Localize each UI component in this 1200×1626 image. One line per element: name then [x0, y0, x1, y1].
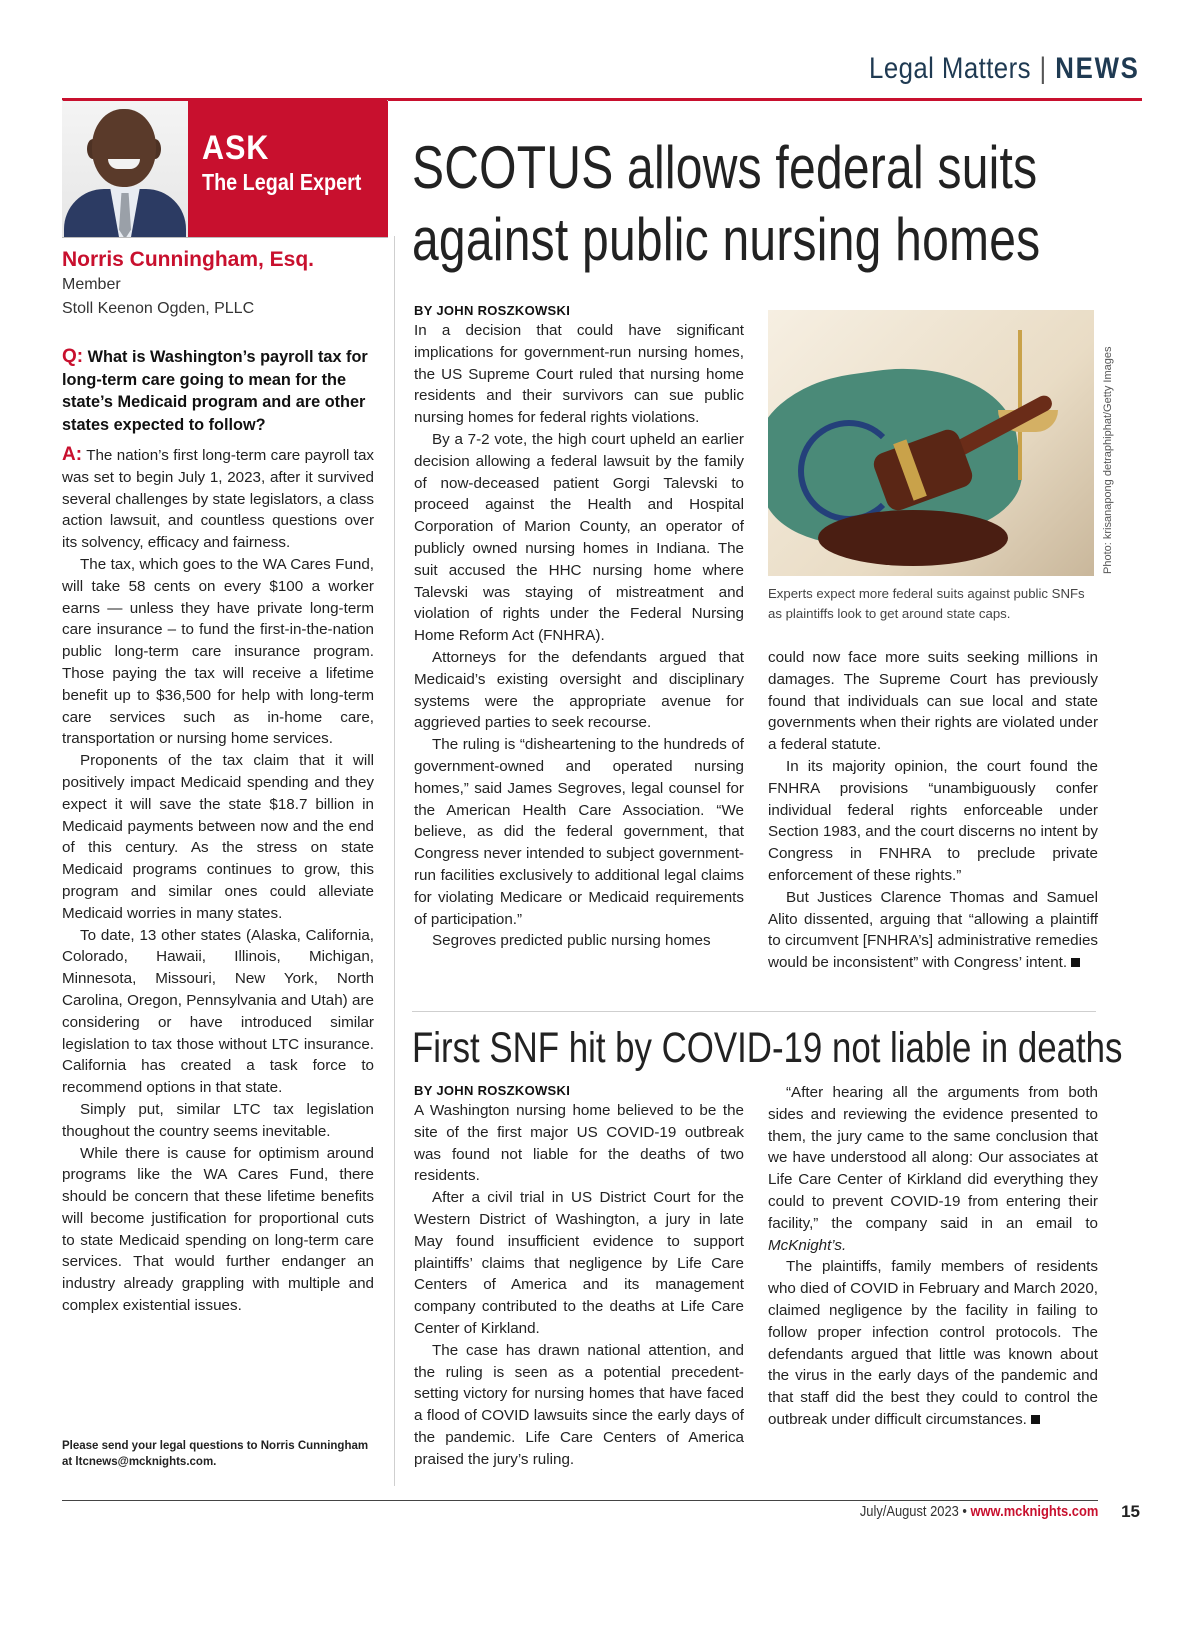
ask-subtitle: The Legal Expert — [202, 169, 362, 195]
article2-paragraph-last — [768, 1256, 1098, 1430]
issue-date: July/August 2023 — [859, 1503, 959, 1520]
article2-paragraph: A Washington nursing home believed to be the site of the first major US COVID-19 outbreak was found not liable for the deaths of two residents. — [414, 1102, 744, 1185]
expert-role: Member — [62, 276, 121, 293]
question-text: What is Washington’s payroll tax for long-term care going to mean for the state’s Medicaid program and are other states expected to follow? — [62, 348, 368, 434]
folio: July/August 2023 • www.mcknights.com — [859, 1503, 1098, 1520]
ask-banner — [188, 101, 388, 237]
publication-name: McKnight’s. — [768, 1236, 847, 1254]
article1-paragraph: By a 7-2 vote, the high court upheld an earlier decision allowing a federal lawsuit by the family of now-deceased patient Gorgi Talevski to proceed against the Health and Hospital Corporation of Marion County, an operator of publicly owned nursing homes in Indiana. The suit accused the HHC nursing home where Talevski was staying of mistreatment and violation of rights under the Federal Nursing Home Reform Act (FNHRA). — [414, 430, 744, 645]
gavel-photo — [768, 310, 1094, 576]
article1-paragraph: The ruling is “disheartening to the hundreds of government-owned and operated nursing homes,” said James Segroves, legal counsel for the American Health Care Association. “We believe, as did the federal government, that Congress never intended to subject government-run facilities exclusively to additional legal claims for violating Medicare or Medicaid requirements of participation.” — [414, 736, 744, 928]
article2-headline: First SNF hit by COVID-19 not liable in deaths — [412, 1024, 1123, 1072]
article-divider — [412, 1011, 1096, 1012]
article2-col1 — [414, 1100, 744, 1471]
answer-first-text: The nation’s first long-term care payroll tax was set to begin July 1, 2023, after it survived several challenges by state legislators, a class action lawsuit, and countless questions over its solvency, efficacy and fairness. — [62, 447, 375, 552]
answer-paragraph: Proponents of the tax claim that it will positively impact Medicaid spending and they expect it will save the state $18.7 billion in Medicaid payments between now and the end of this century. As the stress on state Medicaid programs continues to grow, this program and similar ones could alleviate Medicaid worries in many states. — [62, 752, 374, 922]
photo-caption: Experts expect more federal suits against public SNFs as plaintiffs look to get around state caps. — [768, 586, 1085, 621]
answer-first — [62, 444, 374, 554]
article1-paragraph: In its majority opinion, the court found the FNHRA provisions “unambiguously confer individual federal rights enforceable under Section 1983, and the court discerns no intent by Congress in FNHRA to preclude private enforcement of these rights.” — [768, 757, 1098, 884]
section-tag: NEWS — [1055, 52, 1140, 85]
page-number: 15 — [1121, 1502, 1140, 1521]
end-mark-icon — [1071, 958, 1080, 967]
article2-quote-text: “After hearing all the arguments from both sides and reviewing the evidence presented to them, the jury came to the same conclusion that we have understood all along: Our associates at Life Care Center of Kirkland did everything they could to prevent COVID-19 from entering their facility,” the company said in an email to — [768, 1084, 1098, 1232]
section-header — [869, 52, 1140, 86]
article1-paragraph-last — [768, 887, 1098, 974]
article1-headline-line1: SCOTUS allows federal suits — [412, 134, 1038, 201]
answer-paragraph: The tax, which goes to the WA Cares Fund, will take 58 cents on every $100 a worker earns — unless they have private long-term care insurance – to fund the first-in-the-nation public long-term care insurance program. Those paying the tax will receive a lifetime benefit up to $36,500 for help with long-term care services such as in-home care, transportation or nursing home services. — [62, 555, 374, 748]
article2-col2 — [768, 1082, 1098, 1431]
a-mark: A: — [62, 444, 83, 465]
qa-column — [62, 346, 374, 1317]
article1-paragraph: could now face more suits seeking millions in damages. The Supreme Court has previously found that individuals can sue local and state governments when their rights are violated under a federal statute. — [768, 649, 1098, 754]
expert-name: Norris Cunningham, Esq. — [62, 248, 315, 271]
article1-paragraph: In a decision that could have significant implications for government-run nursing homes, the US Supreme Court ruled that nursing home residents and their survivors can sue public nursing homes for federal rights violations. — [414, 322, 744, 427]
article2-byline: BY JOHN ROSZKOWSKI — [414, 1083, 571, 1098]
article1-last-text: But Justices Clarence Thomas and Samuel Alito dissented, arguing that “allowing a plaintiff to circumvent [FNHRA’s] administrative remedies would be inconsistent” with Congress’ intent. — [768, 888, 1098, 972]
expert-firm: Stoll Keenon Ogden, PLLC — [62, 300, 255, 317]
section-separator: | — [1039, 52, 1048, 85]
end-mark-icon — [1031, 1415, 1040, 1424]
ask-footnote: Please send your legal questions to Norris Cunningham at ltcnews@mcknights.com. — [62, 1440, 369, 1468]
article1-headline-line2: against public nursing homes — [412, 206, 1041, 273]
answer-paragraph: While there is cause for optimism around programs like the WA Cares Fund, there should be concern that these lifetime benefits will become justification for proportional cuts to state Medicaid spending on long-term care services. That would further endanger an industry already grappling with multiple and complex existential issues. — [62, 1144, 374, 1315]
q-mark: Q: — [62, 346, 84, 367]
expert-photo — [62, 101, 188, 237]
article2-last-text: The plaintiffs, family members of residents who died of COVID in February and March 2020, claimed negligence by the facility in failing to follow proper infection control protocols. The defendants argued that little was known about the virus in the early days of the pandemic and that staff did the best they could to control the outbreak under difficult circumstances. — [768, 1258, 1098, 1428]
article2-paragraph: The case has drawn national attention, and the ruling is seen as a potential precedent-setting victory for nursing homes that have faced a flood of COVID lawsuits since the early days of the pandemic. Life Care Centers of America praised the jury’s ruling. — [414, 1341, 744, 1468]
site-url[interactable]: www.mcknights.com — [970, 1503, 1098, 1520]
question — [62, 346, 374, 436]
article1-col1 — [414, 320, 744, 952]
article1-col2 — [768, 647, 1098, 974]
column-divider — [394, 236, 395, 1486]
article2-paragraph — [768, 1082, 1098, 1256]
bottom-rule — [62, 1500, 1098, 1501]
answer-paragraph: To date, 13 other states (Alaska, California, Colorado, Hawaii, Illinois, Michigan, Minnesota, Missouri, New York, North Carolina, Oregon, Pennsylvania and Utah) are considering or have introduced similar legislation to tax those without LTC insurance. California has created a task force to recommend options in that state. — [62, 926, 374, 1097]
article1-paragraph: Segroves predicted public nursing homes — [432, 932, 711, 950]
photo-credit: Photo: krisanapong detraphiphat/Getty Images — [1102, 346, 1114, 574]
article1-byline: BY JOHN ROSZKOWSKI — [414, 303, 571, 318]
article1-headline — [412, 132, 1041, 276]
section-title: Legal Matters — [869, 52, 1032, 85]
answer-paragraph: Simply put, similar LTC tax legislation thoughout the country seems inevitable. — [62, 1100, 374, 1140]
ask-title: ASK — [202, 129, 270, 167]
article2-paragraph: After a civil trial in US District Court for the Western District of Washington, a jury in late May found insufficient evidence to support plaintiffs’ claims that negligence by Life Care Centers of America and its management company contributed to the deaths at Life Care Center of Kirkland. — [414, 1189, 744, 1337]
article1-paragraph: Attorneys for the defendants argued that Medicaid’s existing oversight and disciplinary systems were the appropriate avenue for aggrieved parties to seek recourse. — [414, 648, 744, 732]
